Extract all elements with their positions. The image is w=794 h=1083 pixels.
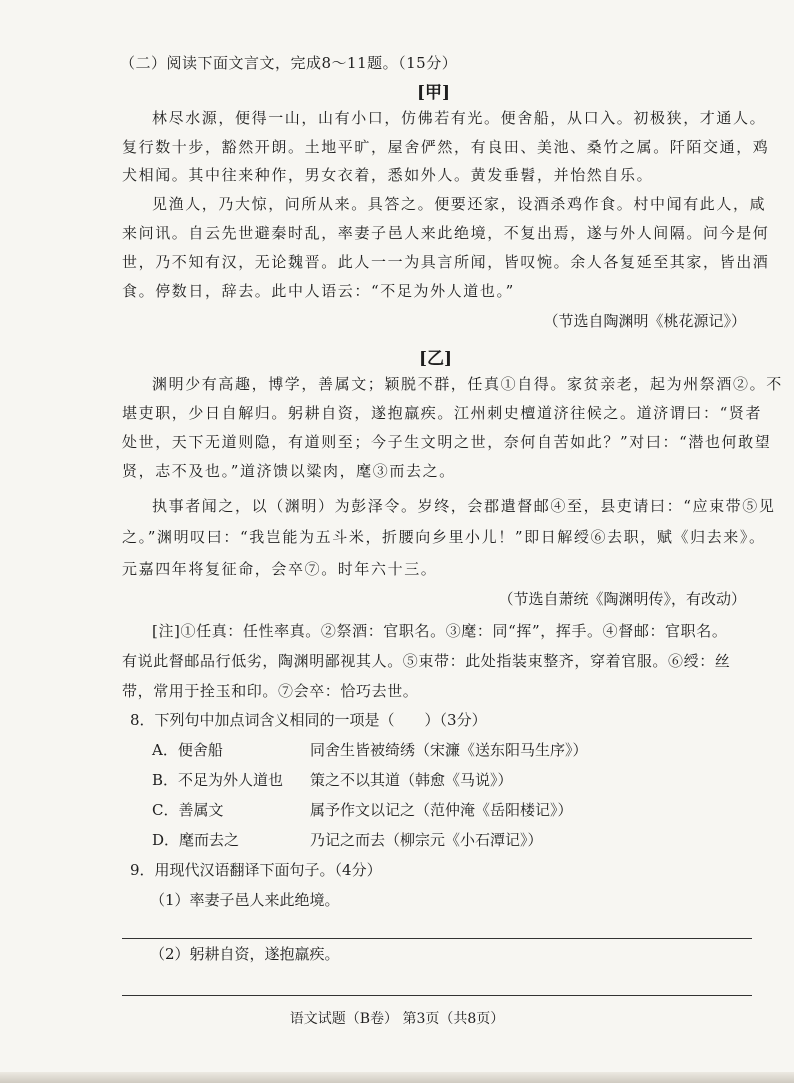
passage-jia-line: 复行数十步，豁然开朗。土地平旷，屋舍俨然，有良田、美池、桑竹之属。阡陌交通，鸡	[122, 138, 770, 156]
question-8-option-b-label: B．不足为外人道也	[152, 771, 284, 789]
question-8-option-a-label: A．便舍船	[152, 741, 223, 759]
question-8-stem: 8．下列句中加点词含义相同的一项是（ ）（3分）	[130, 711, 487, 729]
question-8-option-c-text: 属予作文以记之（范仲淹《岳阳楼记》）	[310, 801, 573, 819]
passage-yi-line: 元嘉四年将复征命，会卒⑦。时年六十三。	[122, 560, 438, 578]
scan-edge	[0, 1072, 794, 1083]
passage-yi-heading: [乙]	[419, 349, 453, 369]
passage-jia-line: 犬相闻。其中往来种作，男女衣着，悉如外人。黄发垂髫，并怡然自乐。	[122, 166, 654, 184]
annotation-line: 带，常用于拴玉和印。⑦会卒：恰巧去世。	[122, 682, 419, 700]
section-title: （二）阅读下面文言文，完成8～11题。（15分）	[120, 54, 458, 72]
question-8-option-b-text: 策之不以其道（韩愈《马说》）	[310, 771, 513, 789]
passage-yi-line: 堪吏职，少日自解归。躬耕自资，遂抱羸疾。江州刺史檀道济往候之。道济谓曰：“贤者	[122, 404, 763, 422]
annotation-line: 有说此督邮品行低劣，陶渊明鄙视其人。⑤束带：此处指装束整齐，穿着官服。⑥绶：丝	[122, 652, 731, 670]
passage-jia-line: 来问讯。自云先世避秦时乱，率妻子邑人来此绝境，不复出焉，遂与外人间隔。问今是何	[122, 224, 770, 242]
answer-line	[122, 995, 752, 996]
passage-jia-line: 见渔人，乃大惊，问所从来。具答之。便要还家，设酒杀鸡作食。村中闻有此人，咸	[152, 195, 767, 213]
question-8-option-c-label: C．善属文	[152, 801, 224, 819]
passage-jia-source: （节选自陶渊明《桃花源记》）	[543, 312, 746, 330]
passage-yi-line: 之。”渊明叹曰：“我岂能为五斗米，折腰向乡里小儿！”即日解绶⑥去职，赋《归去来》。	[122, 528, 766, 546]
passage-jia-line: 林尽水源，便得一山，山有小口，仿佛若有光。便舍船，从口入。初极狭，才通人。	[152, 109, 767, 127]
question-8-option-d-text: 乃记之而去（柳宗元《小石潭记》）	[310, 831, 543, 849]
question-9-item-1: （1）率妻子邑人来此绝境。	[150, 891, 340, 909]
answer-line	[122, 938, 752, 939]
passage-jia-line: 世，乃不知有汉，无论魏晋。此人一一为具言所闻，皆叹惋。余人各复延至其家，皆出酒	[122, 253, 770, 271]
passage-yi-source: （节选自萧统《陶渊明传》，有改动）	[498, 590, 746, 608]
passage-yi-line: 处世，天下无道则隐，有道则至；今子生文明之世，奈何自苦如此？”对曰：“潜也何敢望	[122, 433, 772, 451]
annotation-line: [注]①任真：任性率真。②祭酒：官职名。③麾：同“挥”，挥手。④督邮：官职名。	[152, 622, 728, 640]
passage-jia-line: 食。停数日，辞去。此中人语云：“不足为外人道也。”	[122, 282, 515, 300]
question-9-stem: 9．用现代汉语翻译下面句子。（4分）	[130, 861, 382, 879]
question-8-option-d-label: D．麾而去之	[152, 831, 240, 849]
passage-yi-line: 执事者闻之，以（渊明）为彭泽令。岁终，会郡遣督邮④至，县吏请曰：“应束带⑤见	[152, 497, 776, 515]
question-9-item-2: （2）躬耕自资，遂抱羸疾。	[150, 945, 340, 963]
page-footer: 语文试题（B卷） 第3页（共8页）	[289, 1011, 505, 1027]
passage-yi-line: 贤，志不及也。”道济馈以粱肉，麾③而去之。	[122, 462, 456, 480]
passage-yi-line: 渊明少有高趣，博学，善属文；颖脱不群，任真①自得。家贫亲老，起为州祭酒②。不	[152, 375, 783, 393]
question-8-option-a-text: 同舍生皆被绮绣（宋濂《送东阳马生序》）	[310, 741, 588, 759]
passage-jia-heading: [甲]	[417, 83, 451, 103]
